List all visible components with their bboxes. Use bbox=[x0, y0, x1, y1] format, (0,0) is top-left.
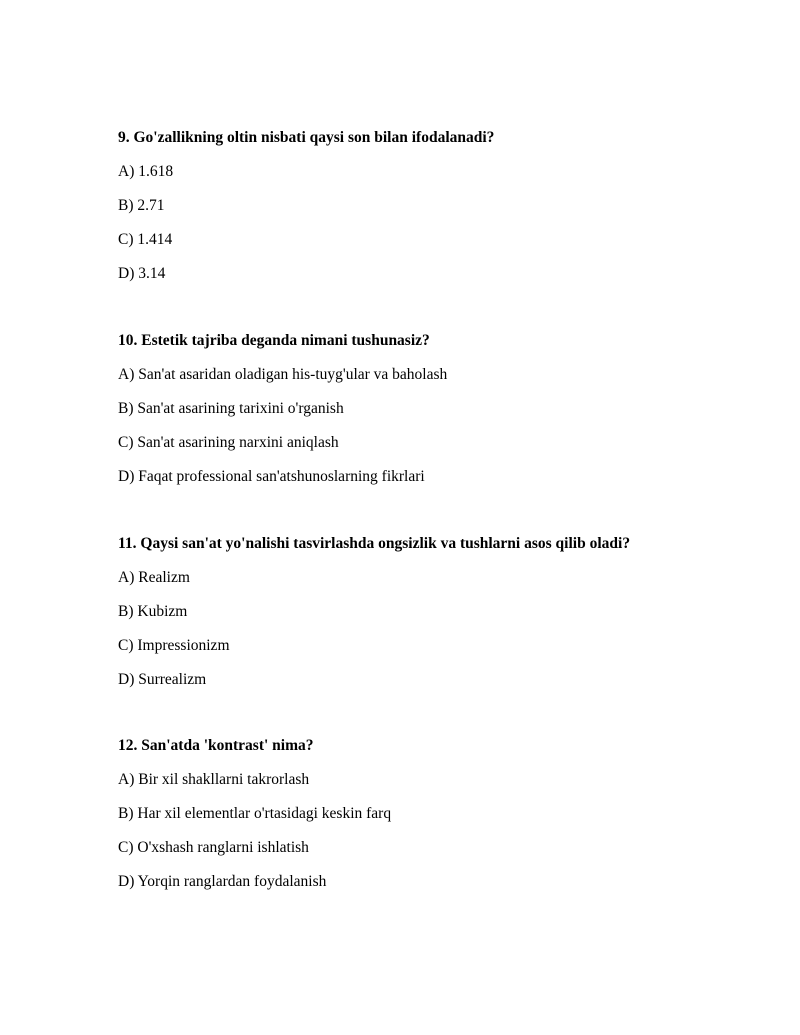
question-title: 11. Qaysi san'at yo'nalishi tasvirlashda ongsizlik va tushlarni asos qilib oladi? bbox=[118, 535, 631, 552]
question-12 bbox=[118, 737, 758, 891]
option-b: B) San'at asarining tarixini o'rganish bbox=[118, 400, 344, 417]
option-b: B) Har xil elementlar o'rtasidagi keskin farq bbox=[118, 805, 392, 822]
option-d: D) 3.14 bbox=[118, 265, 166, 282]
option-a: A) 1.618 bbox=[118, 163, 174, 180]
option-b: B) Kubizm bbox=[118, 603, 188, 620]
answer-options bbox=[118, 366, 758, 486]
question-title: 12. San'atda 'kontrast' nima? bbox=[118, 737, 314, 754]
option-b: B) 2.71 bbox=[118, 197, 165, 214]
option-c: C) Impressionizm bbox=[118, 637, 230, 654]
answer-options bbox=[118, 163, 758, 283]
option-d: D) Faqat professional san'atshunoslarning fikrlari bbox=[118, 468, 425, 485]
option-a: A) Realizm bbox=[118, 569, 190, 586]
answer-options bbox=[118, 569, 758, 689]
option-a: A) San'at asaridan oladigan his-tuyg'ular va baholash bbox=[118, 366, 448, 383]
question-9 bbox=[118, 129, 758, 283]
option-d: D) Surrealizm bbox=[118, 671, 207, 688]
question-11 bbox=[118, 535, 758, 689]
answer-options bbox=[118, 771, 758, 891]
option-d: D) Yorqin ranglardan foydalanish bbox=[118, 873, 327, 890]
question-10 bbox=[118, 332, 758, 486]
question-title: 10. Estetik tajriba deganda nimani tushunasiz? bbox=[118, 332, 430, 349]
question-title: 9. Go'zallikning oltin nisbati qaysi son bilan ifodalanadi? bbox=[118, 129, 495, 146]
option-c: C) O'xshash ranglarni ishlatish bbox=[118, 839, 309, 856]
option-c: C) San'at asarining narxini aniqlash bbox=[118, 434, 339, 451]
option-c: C) 1.414 bbox=[118, 231, 173, 248]
option-a: A) Bir xil shakllarni takrorlash bbox=[118, 771, 310, 788]
